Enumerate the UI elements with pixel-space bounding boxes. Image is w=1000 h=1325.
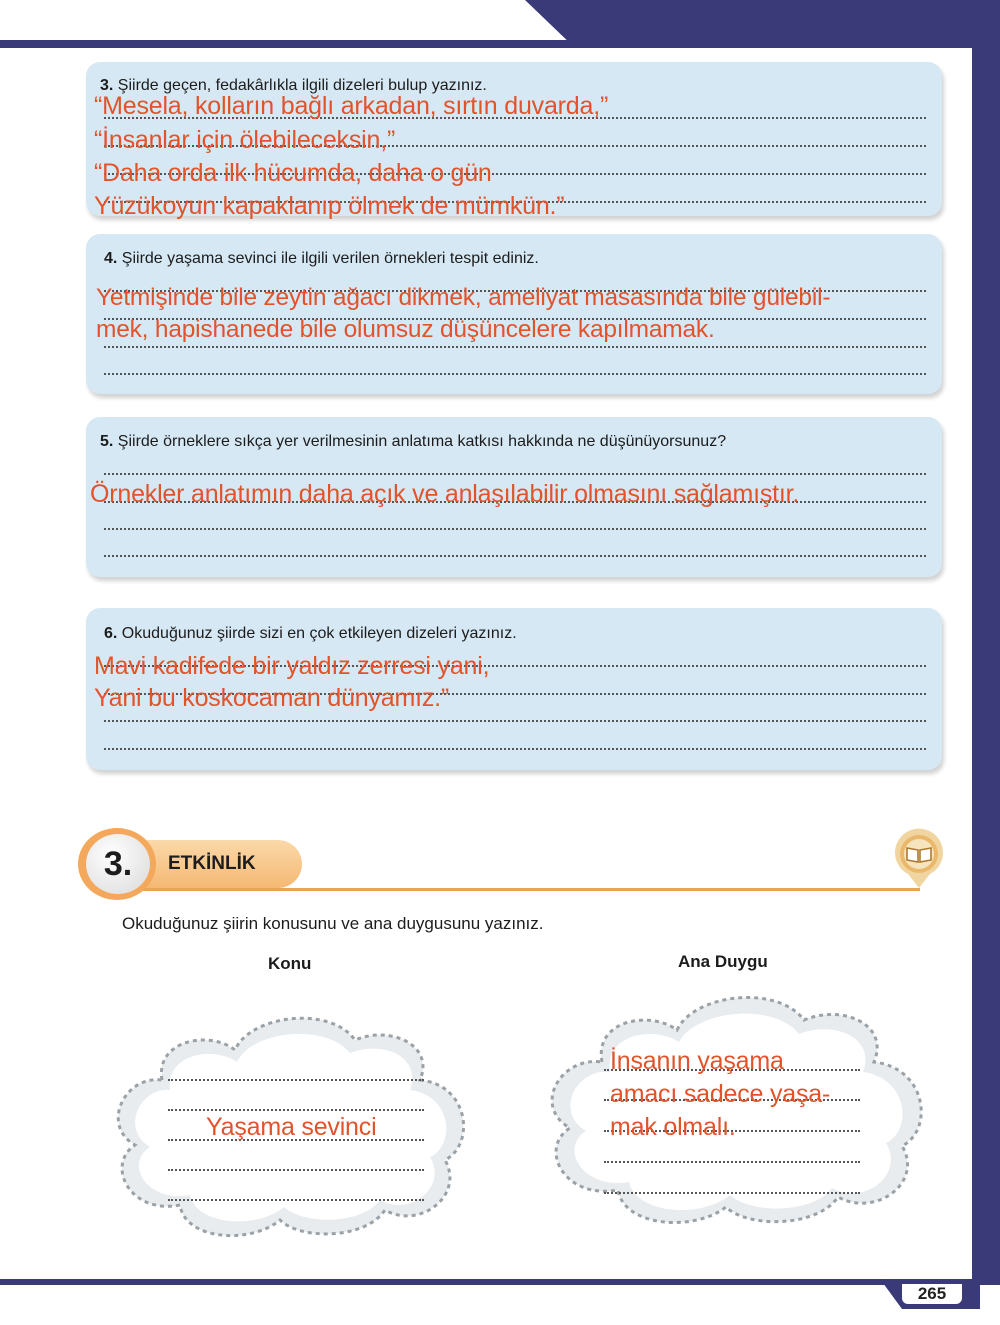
answer-line xyxy=(104,346,926,348)
question-4-number: 4. xyxy=(104,250,118,267)
activity-title: ETKİNLİK xyxy=(168,853,256,874)
activity-number: 3. xyxy=(86,834,150,894)
question-6-answer-1: Mavi kadifede bir yaldız zerresi yani, xyxy=(94,652,490,680)
question-3-answer-4: Yüzükoyun kapaklanıp ölmek de mümkün.” xyxy=(94,192,565,220)
question-4-answer-2: mek, hapishanede bile olumsuz düşüncelere kapılmamak. xyxy=(96,316,715,343)
book-icon xyxy=(886,826,952,892)
question-3-number: 3. xyxy=(100,77,114,94)
question-5-answer-1: Örnekler anlatımın daha açık ve anlaşılabilir olmasını sağlamıştır. xyxy=(90,480,800,508)
answer-line xyxy=(104,473,926,475)
page-number: 265 xyxy=(900,1284,964,1306)
answer-line xyxy=(104,720,926,722)
question-4-text: Şiirde yaşama sevinci ile ilgili verilen örnekleri tespit ediniz. xyxy=(121,250,539,267)
answer-line xyxy=(104,555,926,557)
question-4-prompt xyxy=(104,250,539,268)
question-6-answer-2: Yani bu koskocaman dünyamız.” xyxy=(94,684,450,712)
konu-label: Konu xyxy=(268,954,312,973)
ana-duygu-answer-3: mak olmalı. xyxy=(610,1113,736,1141)
answer-line xyxy=(104,748,926,750)
konu-line xyxy=(168,1079,424,1081)
top-border xyxy=(0,40,1000,48)
konu-answer: Yaşama sevinci xyxy=(206,1113,377,1141)
answer-line xyxy=(104,528,926,530)
ana-duygu-answer-2: amacı sadece yaşa- xyxy=(610,1080,831,1108)
activity-instruction: Okuduğunuz şiirin konusunu ve ana duygusunu yazınız. xyxy=(122,914,544,933)
activity-divider xyxy=(130,888,920,891)
question-5-text: Şiirde örneklere sıkça yer verilmesinin anlatıma katkısı hakkında ne düşünüyorsunuz? xyxy=(117,433,727,450)
question-6-prompt xyxy=(104,625,517,643)
answer-line xyxy=(104,373,926,375)
question-3-answer-2: “İnsanlar için ölebileceksin,” xyxy=(94,126,396,154)
ana-duygu-label: Ana Duygu xyxy=(678,952,768,971)
bottom-border xyxy=(0,1279,1000,1285)
question-4-answer-1: Yetmişinde bile zeytin ağacı dikmek, ameliyat masasında bile gülebil- xyxy=(96,284,831,311)
question-3-text: Şiirde geçen, fedakârlıkla ilgili dizeleri bulup yazınız. xyxy=(117,77,487,94)
ana-duygu-line xyxy=(604,1161,860,1163)
question-5-prompt xyxy=(100,433,726,451)
konu-line xyxy=(168,1169,424,1171)
konu-line xyxy=(168,1199,424,1201)
question-6-number: 6. xyxy=(104,625,118,642)
question-6-text: Okuduğunuz şiirde sizi en çok etkileyen dizeleri yazınız. xyxy=(121,625,517,642)
right-border xyxy=(972,40,1000,1285)
ana-duygu-answer-1: İnsanın yaşama xyxy=(610,1047,784,1075)
ana-duygu-line xyxy=(604,1192,860,1194)
question-3-answer-3: “Daha orda ilk hücumda, daha o gün xyxy=(94,159,492,187)
konu-line xyxy=(168,1109,424,1111)
question-5-number: 5. xyxy=(100,433,114,450)
question-3-answer-1: “Mesela, kolların bağlı arkadan, sırtın duvarda,” xyxy=(94,92,609,120)
